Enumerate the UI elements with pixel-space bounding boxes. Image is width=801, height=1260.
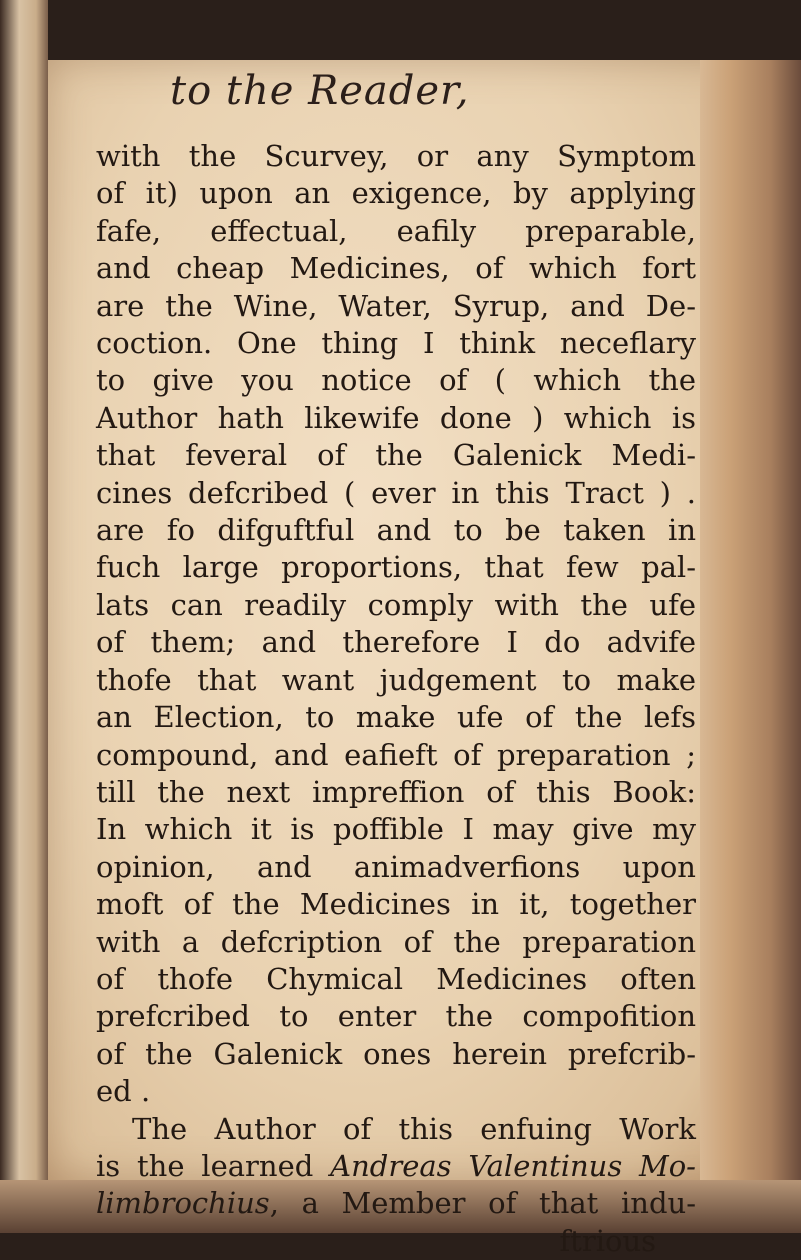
text-line: thofe that want judgement to make [96,662,696,697]
text-line: compound, and eafieft of preparation ; [96,737,696,772]
text-line: to give you notice of ( which the [96,363,696,398]
text-line: opinion, and animadverfions upon [96,849,696,884]
text-line: fafe, effectual, eafily preparable, [96,213,696,248]
body-text [96,138,696,1260]
running-head: to the Reader, [170,68,470,114]
text-line [96,1185,696,1222]
text-line [96,1148,696,1185]
text-line: Author hath likewife done ) which is [96,400,696,435]
text-line: are the Wine, Water, Syrup, and De- [96,288,696,323]
text-line: fuch large proportions, that few pal- [96,550,696,585]
text-line: of them; and therefore I do advife [96,625,696,660]
text-line: The Author of this enfuing Work [132,1111,696,1146]
text-line: that feveral of the Galenick Medi- [96,438,696,473]
text-line: lats can readily comply with the ufe [96,587,696,622]
text-run: is the learned [96,1148,331,1183]
text-line: and cheap Medicines, of which fort [96,251,696,286]
text-line: with a defcription of the preparation [96,924,696,959]
text-line: cines defcribed ( ever in this Tract ) . [96,475,696,510]
text-line: of thofe Chymical Medicines often [96,961,696,996]
text-line: moft of the Medicines in it, together [96,887,696,922]
author-name: limbrochius [96,1186,270,1221]
catchword: ftrious [559,1223,656,1258]
text-line: of it) upon an exigence, by applying [96,176,696,211]
text-line: coction. One thing I think neceflary [96,326,696,361]
text-line: an Election, to make ufe of the lefs [96,700,696,735]
text-line: prefcribed to enter the compofition [96,999,696,1034]
text-line: are fo difguftful and to be taken in [96,513,696,548]
text-line: till the next impreffion of this Book: [96,774,696,809]
author-name: Andreas Valentinus Mo- [330,1148,696,1183]
text-line: of the Galenick ones herein prefcrib- [96,1036,696,1071]
text-line: with the Scurvey, or any Symptom [96,139,696,173]
page-right-edge [700,60,801,1180]
text-line: ed . [96,1074,151,1109]
text-run: , a Member of that indu- [269,1186,696,1221]
text-line: In which it is poffible I may give my [96,812,696,847]
adjacent-page-edge [0,0,48,1233]
